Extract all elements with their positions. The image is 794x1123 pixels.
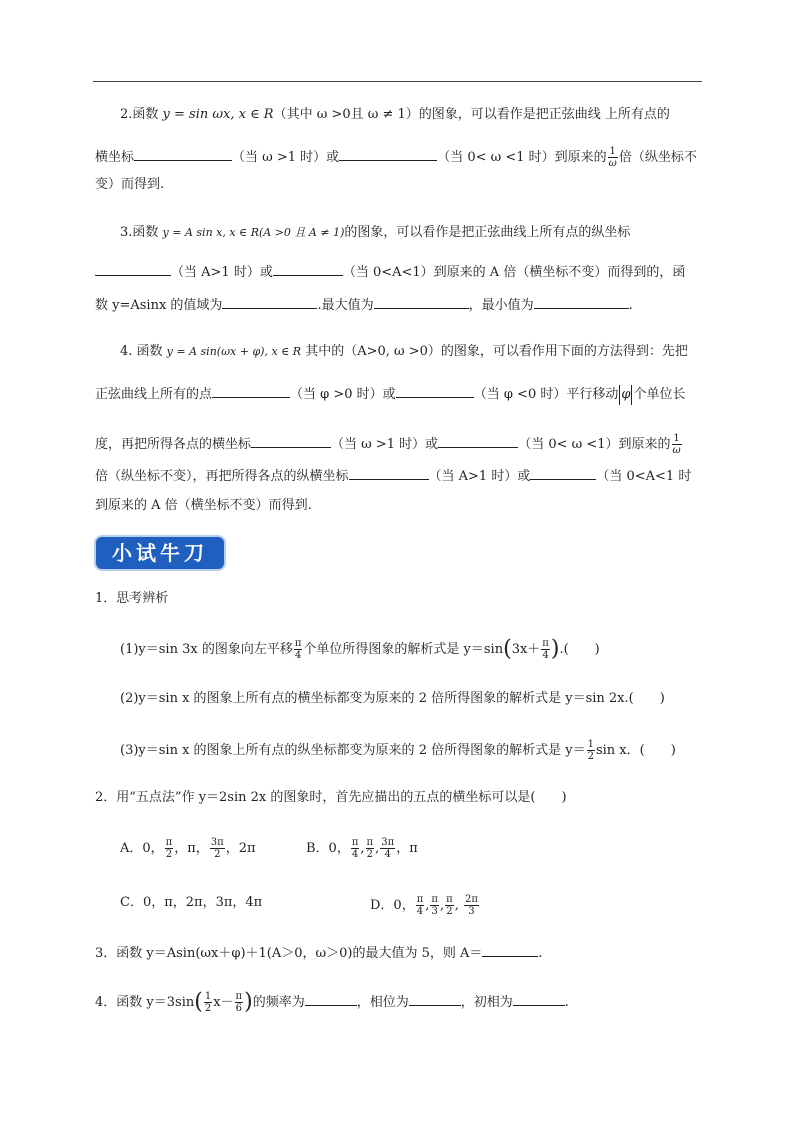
text: （当 φ <0 时）平行移动	[473, 387, 619, 402]
den: 4	[384, 849, 391, 860]
den: 4	[542, 650, 549, 661]
text: 正弦曲线上所有的点	[95, 387, 213, 402]
num: π	[366, 837, 374, 848]
num: π	[165, 837, 173, 848]
text: 个单位所得图象的解析式是 y＝sin	[303, 642, 504, 657]
answer-blank[interactable]	[438, 434, 518, 448]
text: 3．函数 y＝Asin(ωx＋φ)＋1(A＞0，ω＞0)的最大值为 5，则 A＝	[95, 946, 483, 961]
text: 的频率为	[252, 995, 305, 1010]
paren: )	[244, 989, 253, 1015]
text: .	[564, 995, 569, 1010]
fraction	[165, 837, 174, 860]
text: （当 0<A<1 时	[596, 469, 692, 484]
text: （当 ω >1 时）或	[232, 150, 340, 165]
fraction	[366, 837, 375, 860]
text: C．0，π，2π，3π，4π	[120, 895, 263, 910]
q1-item3	[120, 739, 676, 762]
q1-item2	[120, 690, 665, 708]
text: .最大值为	[317, 298, 374, 313]
den: 3	[431, 906, 438, 917]
text: .	[538, 946, 543, 961]
fraction	[430, 894, 439, 917]
num: 3π	[381, 837, 395, 848]
answer-blank[interactable]	[513, 992, 565, 1006]
answer-blank[interactable]	[409, 992, 461, 1006]
header-rule	[93, 81, 702, 82]
q1-item1	[120, 638, 600, 661]
den: 2	[214, 849, 221, 860]
text: ，相位为	[356, 995, 409, 1010]
den: 2	[587, 751, 594, 762]
text: （其中 ω >0且 ω ≠ 1）的图象，可以看作是把正弦曲线 上所有点的	[273, 107, 670, 122]
text: 其中的（A>0, ω >0）的图象，可以看作用下面的方法得到：先把	[301, 344, 688, 359]
q2-option-d: D．0， $\frac{\pi}{4}$ , $\frac{\pi}{3}$ , $\frac{\pi}{2}$ , $\frac{2\pi}{3}$	[370, 894, 478, 917]
s4-line4	[95, 466, 691, 486]
text: x－	[213, 995, 234, 1010]
text: .	[628, 298, 633, 313]
answer-blank[interactable]	[305, 992, 357, 1006]
s4-line1	[120, 343, 688, 361]
text: （当 0< ω <1）到原来的	[518, 437, 671, 452]
text: 横坐标	[95, 150, 135, 165]
fraction	[380, 837, 395, 860]
answer-blank[interactable]	[273, 262, 343, 276]
text: 3.函数	[120, 225, 163, 240]
den: 2	[165, 849, 173, 860]
answer-blank[interactable]	[534, 295, 629, 309]
fraction	[210, 837, 225, 860]
answer-blank[interactable]	[482, 943, 538, 957]
text: 倍（纵坐标不	[618, 150, 697, 165]
text: （当 φ >0 时）或	[290, 387, 396, 402]
num: π	[351, 837, 359, 848]
answer-blank[interactable]	[134, 147, 232, 161]
q2-option-a	[120, 837, 256, 860]
answer-blank[interactable]	[95, 262, 171, 276]
text: A．0，	[120, 841, 164, 856]
num: π	[294, 638, 302, 649]
text: （当 A>1 时）或	[171, 265, 273, 280]
text: 数 y=Asinx 的值域为	[95, 298, 223, 313]
fraction	[608, 146, 618, 169]
num: 2π	[464, 894, 478, 905]
s2-line2	[95, 146, 697, 169]
fraction	[464, 894, 479, 917]
text: （当 A>1 时）或	[428, 469, 531, 484]
q3	[95, 943, 543, 963]
text: ，π	[396, 841, 418, 856]
s4-line3	[95, 433, 683, 456]
text: 1．思考辨析	[95, 591, 169, 606]
badge-label: 小试牛刀	[112, 541, 208, 565]
den: 4	[351, 849, 359, 860]
text: sin x．( )	[595, 743, 676, 758]
den: 4	[294, 650, 302, 661]
num: 1	[204, 991, 212, 1002]
den: 3	[468, 906, 475, 917]
num: π	[431, 894, 438, 905]
s2-line1	[120, 106, 670, 124]
den: 2	[446, 906, 453, 917]
paren: )	[550, 636, 560, 662]
text: 的图象，可以看作是把正弦曲线上所有点的纵坐标	[344, 225, 631, 240]
answer-blank[interactable]	[339, 147, 437, 161]
section-badge	[96, 537, 224, 569]
num: 1	[609, 146, 616, 157]
fraction	[541, 638, 550, 661]
s2-line3	[95, 176, 164, 194]
answer-blank[interactable]	[396, 384, 474, 398]
q2-option-c	[120, 894, 262, 912]
text: .( )	[559, 642, 600, 657]
q4	[95, 991, 569, 1014]
num: π	[235, 991, 243, 1002]
text: 3x＋	[511, 642, 541, 657]
answer-blank[interactable]	[530, 466, 596, 480]
s4-line2	[95, 384, 685, 405]
text: B．0，	[306, 841, 350, 856]
text: 到原来的 A 倍（横坐标不变）而得到.	[95, 498, 312, 513]
fraction	[294, 638, 303, 661]
fraction	[587, 739, 595, 762]
num: 1	[673, 433, 680, 444]
math: y = A sin x, x ∈ R(A >0 且 A ≠ 1)	[162, 226, 345, 239]
text: D．0，	[370, 898, 415, 913]
phi: φ	[621, 387, 631, 402]
answer-blank[interactable]	[349, 466, 429, 480]
paren: (	[194, 989, 203, 1015]
answer-blank[interactable]	[222, 295, 317, 309]
num: π	[416, 894, 424, 905]
text: （当 0<A<1）到原来的 A 倍（横坐标不变）而得到的，函	[342, 265, 686, 280]
paren: (	[503, 636, 512, 662]
text: （当 0< ω <1 时）到原来的	[437, 150, 607, 165]
q2-option-b: B．0， $\frac{\pi}{4}$ , $\frac{\pi}{2}$ , $\frac{3\pi}{4}$ ，π	[306, 837, 418, 860]
fraction	[351, 837, 360, 860]
den: ω	[608, 158, 617, 169]
text: 4．函数 y＝3sin	[95, 995, 195, 1010]
fraction	[672, 433, 682, 456]
text: 度，再把所得各点的横坐标	[95, 437, 252, 452]
text: 2.函数	[120, 107, 163, 122]
text: 4. 函数	[120, 344, 167, 359]
s3-line3	[95, 295, 633, 315]
den: 4	[416, 906, 424, 917]
text: 倍（纵坐标不变），再把所得各点的纵横坐标	[95, 469, 349, 484]
s4-line5	[95, 497, 312, 515]
math: y = sin ωx, x ∈ R	[162, 107, 274, 122]
text: (1)y＝sin 3x 的图象向左平移	[120, 642, 293, 657]
den: 6	[235, 1003, 243, 1014]
text: ，2π	[225, 841, 256, 856]
text: ，初相为	[460, 995, 513, 1010]
s3-line1	[120, 224, 630, 242]
den: ω	[672, 445, 681, 456]
text: (3)y＝sin x 的图象上所有点的纵坐标都变为原来的 2 倍所得图象的解析式是 y＝	[120, 743, 586, 758]
text: 个单位长	[633, 387, 686, 402]
q1-title	[95, 590, 168, 608]
fraction	[445, 894, 454, 917]
s3-line2	[95, 262, 685, 282]
den: 2	[366, 849, 374, 860]
text: ，最小值为	[468, 298, 534, 313]
fraction	[204, 991, 212, 1014]
text: （当 ω >1 时）或	[331, 437, 439, 452]
num: 1	[587, 739, 594, 750]
den: 2	[204, 1003, 212, 1014]
fraction	[235, 991, 244, 1014]
num: π	[446, 894, 453, 905]
q2-title	[95, 789, 567, 807]
num: 3π	[210, 837, 224, 848]
fraction	[416, 894, 425, 917]
num: π	[542, 638, 549, 649]
answer-blank[interactable]	[212, 384, 290, 398]
text: 2．用“五点法”作 y＝2sin 2x 的图象时，首先应描出的五点的横坐标可以是( )	[95, 790, 567, 805]
answer-blank[interactable]	[374, 295, 469, 309]
text: (2)y＝sin x 的图象上所有点的横坐标都变为原来的 2 倍所得图象的解析式是 y＝sin 2x.( )	[120, 691, 665, 706]
math: y = A sin(ωx + φ), x ∈ R	[166, 345, 302, 358]
answer-blank[interactable]	[251, 434, 331, 448]
text: 变）而得到.	[95, 177, 165, 192]
text: ，π，	[174, 841, 209, 856]
